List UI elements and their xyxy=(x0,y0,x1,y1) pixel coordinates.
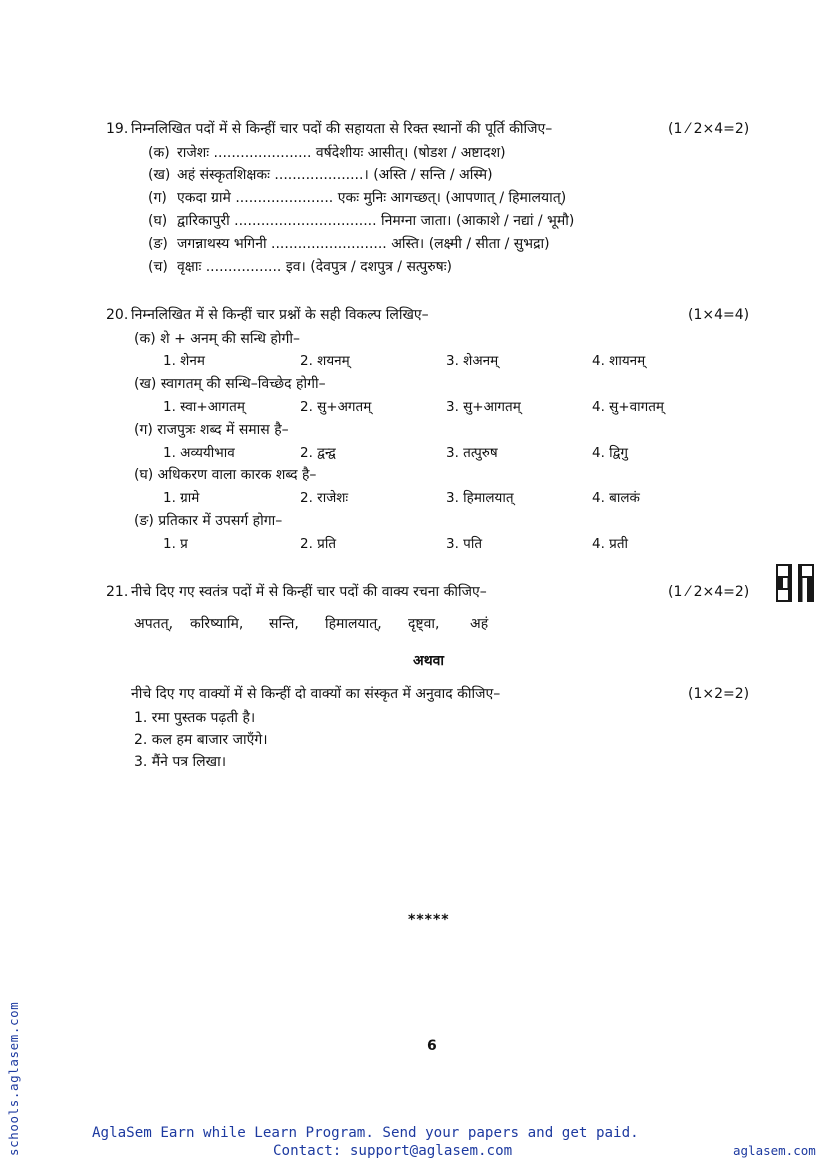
q21-word: हिमालयात्, xyxy=(325,616,382,632)
q19-item-text: द्वारिकापुरी ................................ निमग्ना जाता। (आकाशे / नद्यां / भूमौ) xyxy=(177,213,575,229)
q20-part-question: (घ) अधिकरण वाला कारक शब्द है– xyxy=(134,467,317,483)
q20-option: 4. सु+वागतम् xyxy=(592,399,664,415)
q21-alt-marks: (1×2=2) xyxy=(688,686,750,702)
q21-number: 21. xyxy=(106,584,129,600)
q19-item-label: (घ) xyxy=(148,213,168,229)
q20-text: निम्नलिखित में से किन्हीं चार प्रश्नों के सही विकल्प लिखिए– xyxy=(131,307,429,323)
q20-option: 4. बालकं xyxy=(592,490,640,506)
q19-item-label: (क) xyxy=(148,145,170,161)
q20-number: 20. xyxy=(106,307,129,323)
q20-option: 1. शेनम xyxy=(163,353,205,369)
q21-sentence: 3. मैंने पत्र लिखा। xyxy=(134,754,227,770)
footer-contact: Contact: support@aglasem.com xyxy=(273,1143,513,1159)
q20-option: 3. सु+आगतम् xyxy=(446,399,521,415)
footer-promo: AglaSem Earn while Learn Program. Send your papers and get paid. xyxy=(92,1125,639,1141)
q19-text: निम्नलिखित पदों में से किन्हीं चार पदों की सहायता से रिक्त स्थानों की पूर्ति कीजिए– xyxy=(131,121,553,137)
q20-option: 1. स्वा+आगतम् xyxy=(163,399,245,415)
q19-item-label: (ङ) xyxy=(148,236,168,252)
q19-item-label: (च) xyxy=(148,259,168,275)
q19-number: 19. xyxy=(106,121,129,137)
q21-marks: (1 ⁄ 2×4=2) xyxy=(668,584,750,600)
q19-item-text: जगन्नाथस्य भगिनी .......................... अस्ति। (लक्ष्मी / सीता / सुभद्रा) xyxy=(177,236,550,252)
q20-option: 1. ग्रामे xyxy=(163,490,200,506)
q20-part-question: (ख) स्वागतम् की सन्धि–विच्छेद होगी– xyxy=(134,376,326,392)
q21-word: अहं xyxy=(470,616,489,632)
q20-option: 4. द्विगु xyxy=(592,445,629,461)
q21-sentence: 1. रमा पुस्तक पढ़ती है। xyxy=(134,710,256,726)
q19-item-text: वृक्षाः ................. इव। (देवपुत्र / दशपुत्र / सत्पुरुषः) xyxy=(177,259,453,275)
q20-option: 2. राजेशः xyxy=(300,490,349,506)
q20-option: 1. प्र xyxy=(163,536,188,552)
q19-item-text: अहं संस्कृतशिक्षकः ....................। (अस्ति / सन्ति / अस्मि) xyxy=(177,167,493,183)
q20-option: 2. शयनम् xyxy=(300,353,350,369)
q20-option: 2. सु+अगतम् xyxy=(300,399,372,415)
q21-sentence: 2. कल हम बाजार जाएँगे। xyxy=(134,732,268,748)
q19-item-label: (ख) xyxy=(148,167,171,183)
qr-code-icon xyxy=(776,564,814,602)
q19-item-text: एकदा ग्रामे ...................... एकः मुनिः आगच्छत्। (आपणात् / हिमालयात्) xyxy=(177,190,567,206)
q19-item-label: (ग) xyxy=(148,190,167,206)
side-watermark: schools.aglasem.com xyxy=(6,1001,21,1156)
q20-option: 2. द्वन्द्व xyxy=(300,445,336,461)
q20-option: 3. तत्पुरुष xyxy=(446,445,498,461)
q21-word: अपतत्, xyxy=(134,616,174,632)
q20-option: 3. शेअनम् xyxy=(446,353,499,369)
end-mark: ***** xyxy=(408,912,450,928)
footer-site-link[interactable]: aglasem.com xyxy=(733,1143,816,1158)
q20-part-question: (ङ) प्रतिकार में उपसर्ग होगा– xyxy=(134,513,283,529)
q20-part-question: (क) शे + अनम् की सन्धि होगी– xyxy=(134,331,300,347)
q20-option: 4. शायनम् xyxy=(592,353,646,369)
q21-word: करिष्यामि, xyxy=(190,616,244,632)
q20-option: 1. अव्ययीभाव xyxy=(163,445,235,461)
page-number: 6 xyxy=(427,1038,437,1054)
q20-option: 3. पति xyxy=(446,536,483,552)
q20-part-question: (ग) राजपुत्रः शब्द में समास है– xyxy=(134,422,289,438)
q20-option: 2. प्रति xyxy=(300,536,337,552)
q21-text: नीचे दिए गए स्वतंत्र पदों में से किन्हीं चार पदों की वाक्य रचना कीजिए– xyxy=(131,584,487,600)
q21-word: सन्ति, xyxy=(269,616,299,632)
q20-option: 4. प्रती xyxy=(592,536,629,552)
q21-word: दृष्ट्वा, xyxy=(408,616,440,632)
q19-marks: (1 ⁄ 2×4=2) xyxy=(668,121,750,137)
q19-item-text: राजेशः ...................... वर्षदेशीयः आसीत्। (षोडश / अष्टादश) xyxy=(177,145,506,161)
q21-alt-text: नीचे दिए गए वाक्यों में से किन्हीं दो वाक्यों का संस्कृत में अनुवाद कीजिए– xyxy=(131,686,501,702)
or-label: अथवा xyxy=(413,653,445,669)
q20-option: 3. हिमालयात् xyxy=(446,490,514,506)
q20-marks: (1×4=4) xyxy=(688,307,750,323)
